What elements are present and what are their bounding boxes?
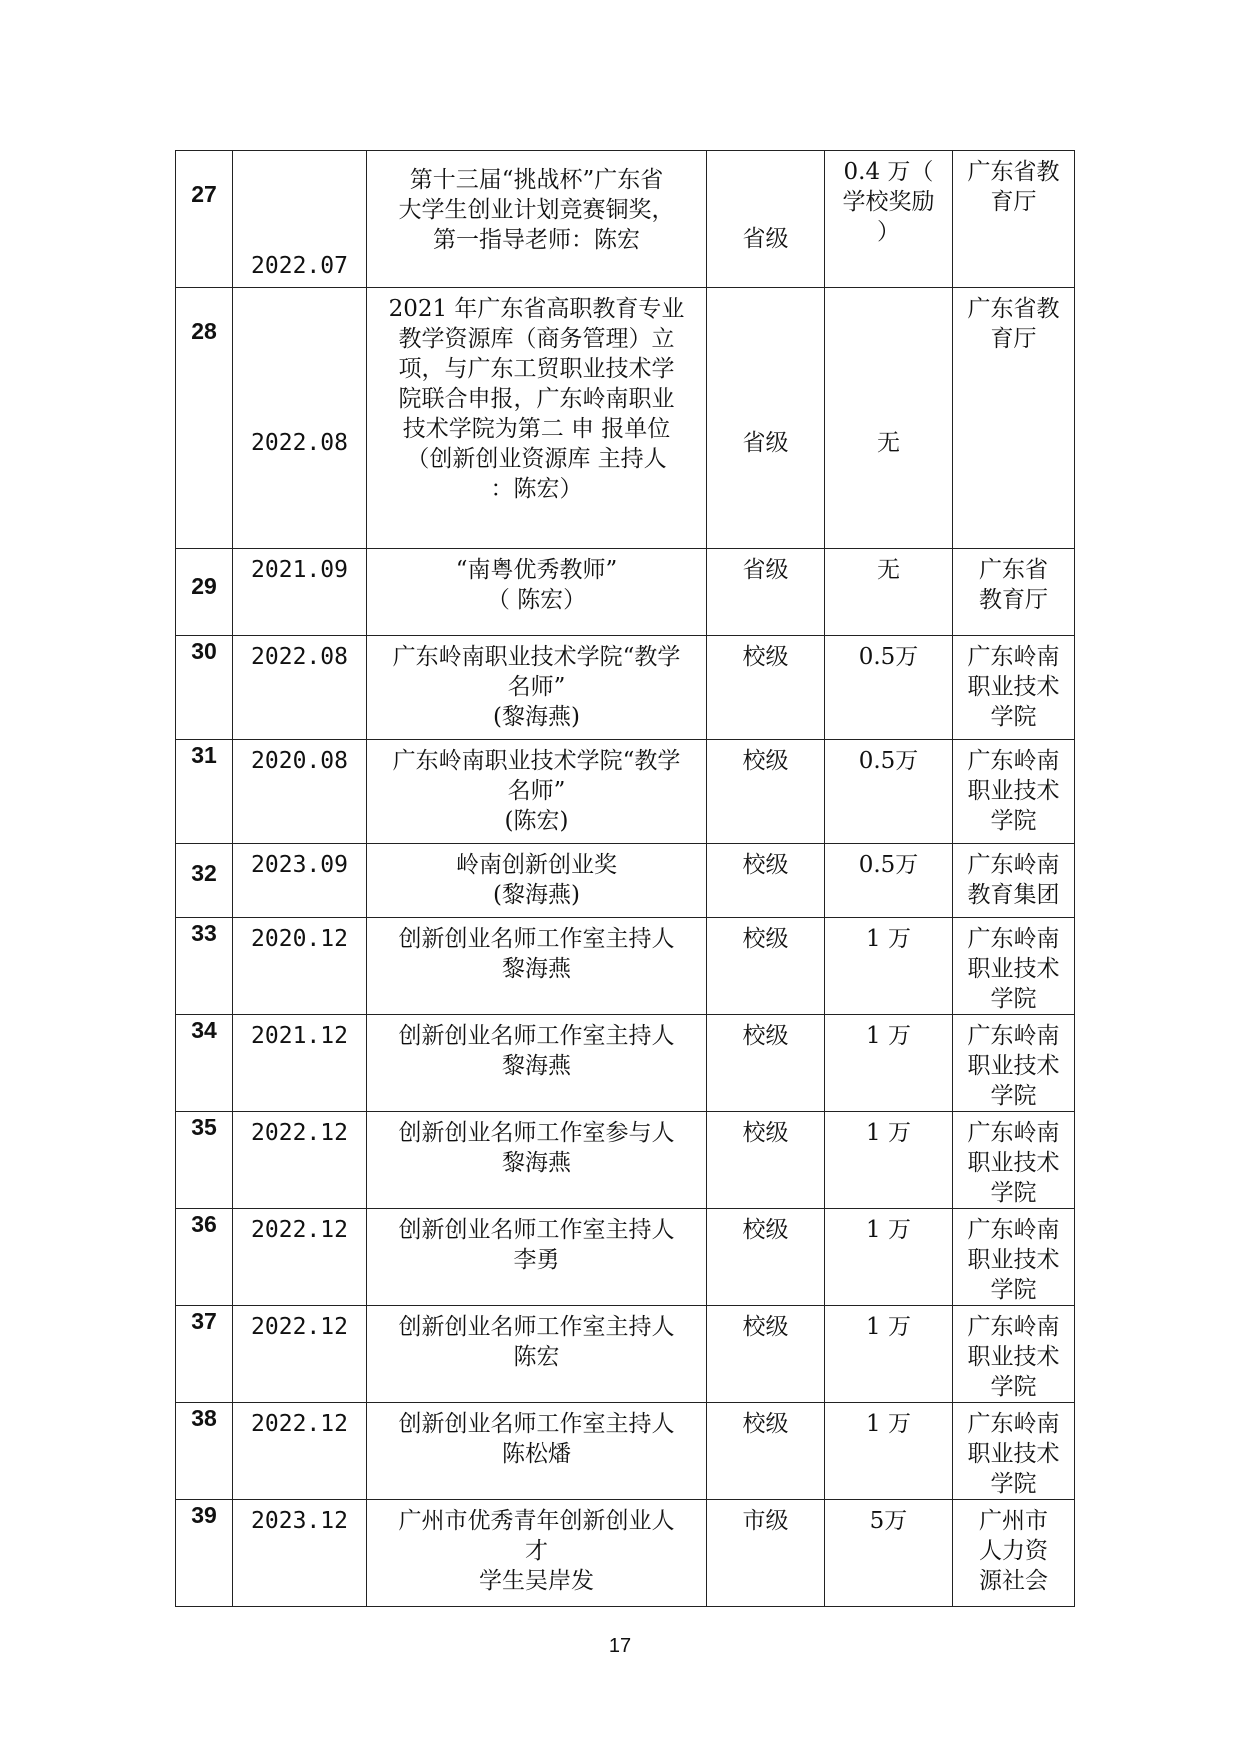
- award-amount: 0.5万: [825, 740, 953, 844]
- award-date: 2022.08: [233, 288, 367, 549]
- award-level: 校级: [707, 1112, 825, 1209]
- award-level: 省级: [707, 288, 825, 549]
- award-amount: 5万: [825, 1500, 953, 1607]
- issuing-org: 广州市 人力资 源社会: [953, 1500, 1075, 1607]
- table-row: [176, 844, 1075, 918]
- row-number: 31: [176, 740, 233, 844]
- award-amount: 1 万: [825, 1306, 953, 1403]
- table-row: [176, 1500, 1075, 1607]
- award-date: 2022.12: [233, 1403, 367, 1500]
- table-row: [176, 636, 1075, 740]
- award-amount: 0.5万: [825, 844, 953, 918]
- table-row: [176, 151, 1075, 288]
- award-amount: 1 万: [825, 918, 953, 1015]
- row-number: 29: [176, 549, 233, 636]
- award-description: 岭南创新创业奖 (黎海燕): [367, 844, 707, 918]
- award-description: 创新创业名师工作室主持人 陈松燔: [367, 1403, 707, 1500]
- issuing-org: 广东岭南 职业技术 学院: [953, 636, 1075, 740]
- award-level: 校级: [707, 1015, 825, 1112]
- row-number: 27: [176, 151, 233, 288]
- award-date: 2022.12: [233, 1306, 367, 1403]
- table-row: [176, 1112, 1075, 1209]
- award-level: 校级: [707, 918, 825, 1015]
- award-date: 2022.12: [233, 1209, 367, 1306]
- issuing-org: 广东省教 育厅: [953, 288, 1075, 549]
- table-row: [176, 1015, 1075, 1112]
- issuing-org: 广东省教 育厅: [953, 151, 1075, 288]
- issuing-org: 广东岭南 职业技术 学院: [953, 1306, 1075, 1403]
- award-level: 校级: [707, 1306, 825, 1403]
- award-date: 2022.12: [233, 1112, 367, 1209]
- award-level: 省级: [707, 151, 825, 288]
- issuing-org: 广东岭南 职业技术 学院: [953, 1015, 1075, 1112]
- issuing-org: 广东省 教育厅: [953, 549, 1075, 636]
- award-date: 2021.12: [233, 1015, 367, 1112]
- award-date: 2020.08: [233, 740, 367, 844]
- award-date: 2023.09: [233, 844, 367, 918]
- award-level: 校级: [707, 1209, 825, 1306]
- table-row: [176, 1306, 1075, 1403]
- issuing-org: 广东岭南 教育集团: [953, 844, 1075, 918]
- award-level: 市级: [707, 1500, 825, 1607]
- award-amount: 1 万: [825, 1112, 953, 1209]
- row-number: 30: [176, 636, 233, 740]
- row-number: 37: [176, 1306, 233, 1403]
- award-date: 2022.08: [233, 636, 367, 740]
- issuing-org: 广东岭南 职业技术 学院: [953, 1403, 1075, 1500]
- award-description: 创新创业名师工作室主持人 陈宏: [367, 1306, 707, 1403]
- award-description: 创新创业名师工作室主持人 黎海燕: [367, 918, 707, 1015]
- award-description: 创新创业名师工作室主持人 李勇: [367, 1209, 707, 1306]
- award-date: 2021.09: [233, 549, 367, 636]
- award-date: 2020.12: [233, 918, 367, 1015]
- table-row: [176, 918, 1075, 1015]
- award-date: 2022.07: [233, 151, 367, 288]
- award-description: “南粤优秀教师” （ 陈宏）: [367, 549, 707, 636]
- table-row: [176, 1403, 1075, 1500]
- award-date: 2023.12: [233, 1500, 367, 1607]
- award-description: 第十三届“挑战杯”广东省 大学生创业计划竞赛铜奖， 第一指导老师：陈宏: [367, 151, 707, 288]
- table-row: [176, 288, 1075, 549]
- row-number: 35: [176, 1112, 233, 1209]
- award-level: 省级: [707, 549, 825, 636]
- award-amount: 1 万: [825, 1015, 953, 1112]
- award-amount: 无: [825, 288, 953, 549]
- page-number: 17: [608, 1635, 632, 1657]
- award-level: 校级: [707, 1403, 825, 1500]
- table-row: [176, 549, 1075, 636]
- award-description: 广东岭南职业技术学院“教学 名师” (黎海燕): [367, 636, 707, 740]
- award-level: 校级: [707, 844, 825, 918]
- award-description: 广州市优秀青年创新创业人 才 学生吴岸发: [367, 1500, 707, 1607]
- award-amount: 0.4 万（ 学校奖励 ）: [825, 151, 953, 288]
- row-number: 34: [176, 1015, 233, 1112]
- award-description: 创新创业名师工作室主持人 黎海燕: [367, 1015, 707, 1112]
- awards-table: [175, 150, 1075, 1607]
- issuing-org: 广东岭南 职业技术 学院: [953, 740, 1075, 844]
- table-row: [176, 740, 1075, 844]
- award-amount: 1 万: [825, 1209, 953, 1306]
- issuing-org: 广东岭南 职业技术 学院: [953, 1112, 1075, 1209]
- row-number: 33: [176, 918, 233, 1015]
- award-amount: 无: [825, 549, 953, 636]
- row-number: 36: [176, 1209, 233, 1306]
- award-description: 创新创业名师工作室参与人 黎海燕: [367, 1112, 707, 1209]
- issuing-org: 广东岭南 职业技术 学院: [953, 918, 1075, 1015]
- award-description: 2021 年广东省高职教育专业 教学资源库（商务管理）立 项，与广东工贸职业技术学 院联合申报，广东岭南职业 技术学院为第二 申 报单位 （创新创业资源库 主持人 ：陈宏）: [367, 288, 707, 549]
- row-number: 38: [176, 1403, 233, 1500]
- table-row: [176, 1209, 1075, 1306]
- issuing-org: 广东岭南 职业技术 学院: [953, 1209, 1075, 1306]
- row-number: 32: [176, 844, 233, 918]
- row-number: 39: [176, 1500, 233, 1607]
- award-level: 校级: [707, 740, 825, 844]
- award-description: 广东岭南职业技术学院“教学 名师” (陈宏): [367, 740, 707, 844]
- award-amount: 1 万: [825, 1403, 953, 1500]
- award-level: 校级: [707, 636, 825, 740]
- award-amount: 0.5万: [825, 636, 953, 740]
- row-number: 28: [176, 288, 233, 549]
